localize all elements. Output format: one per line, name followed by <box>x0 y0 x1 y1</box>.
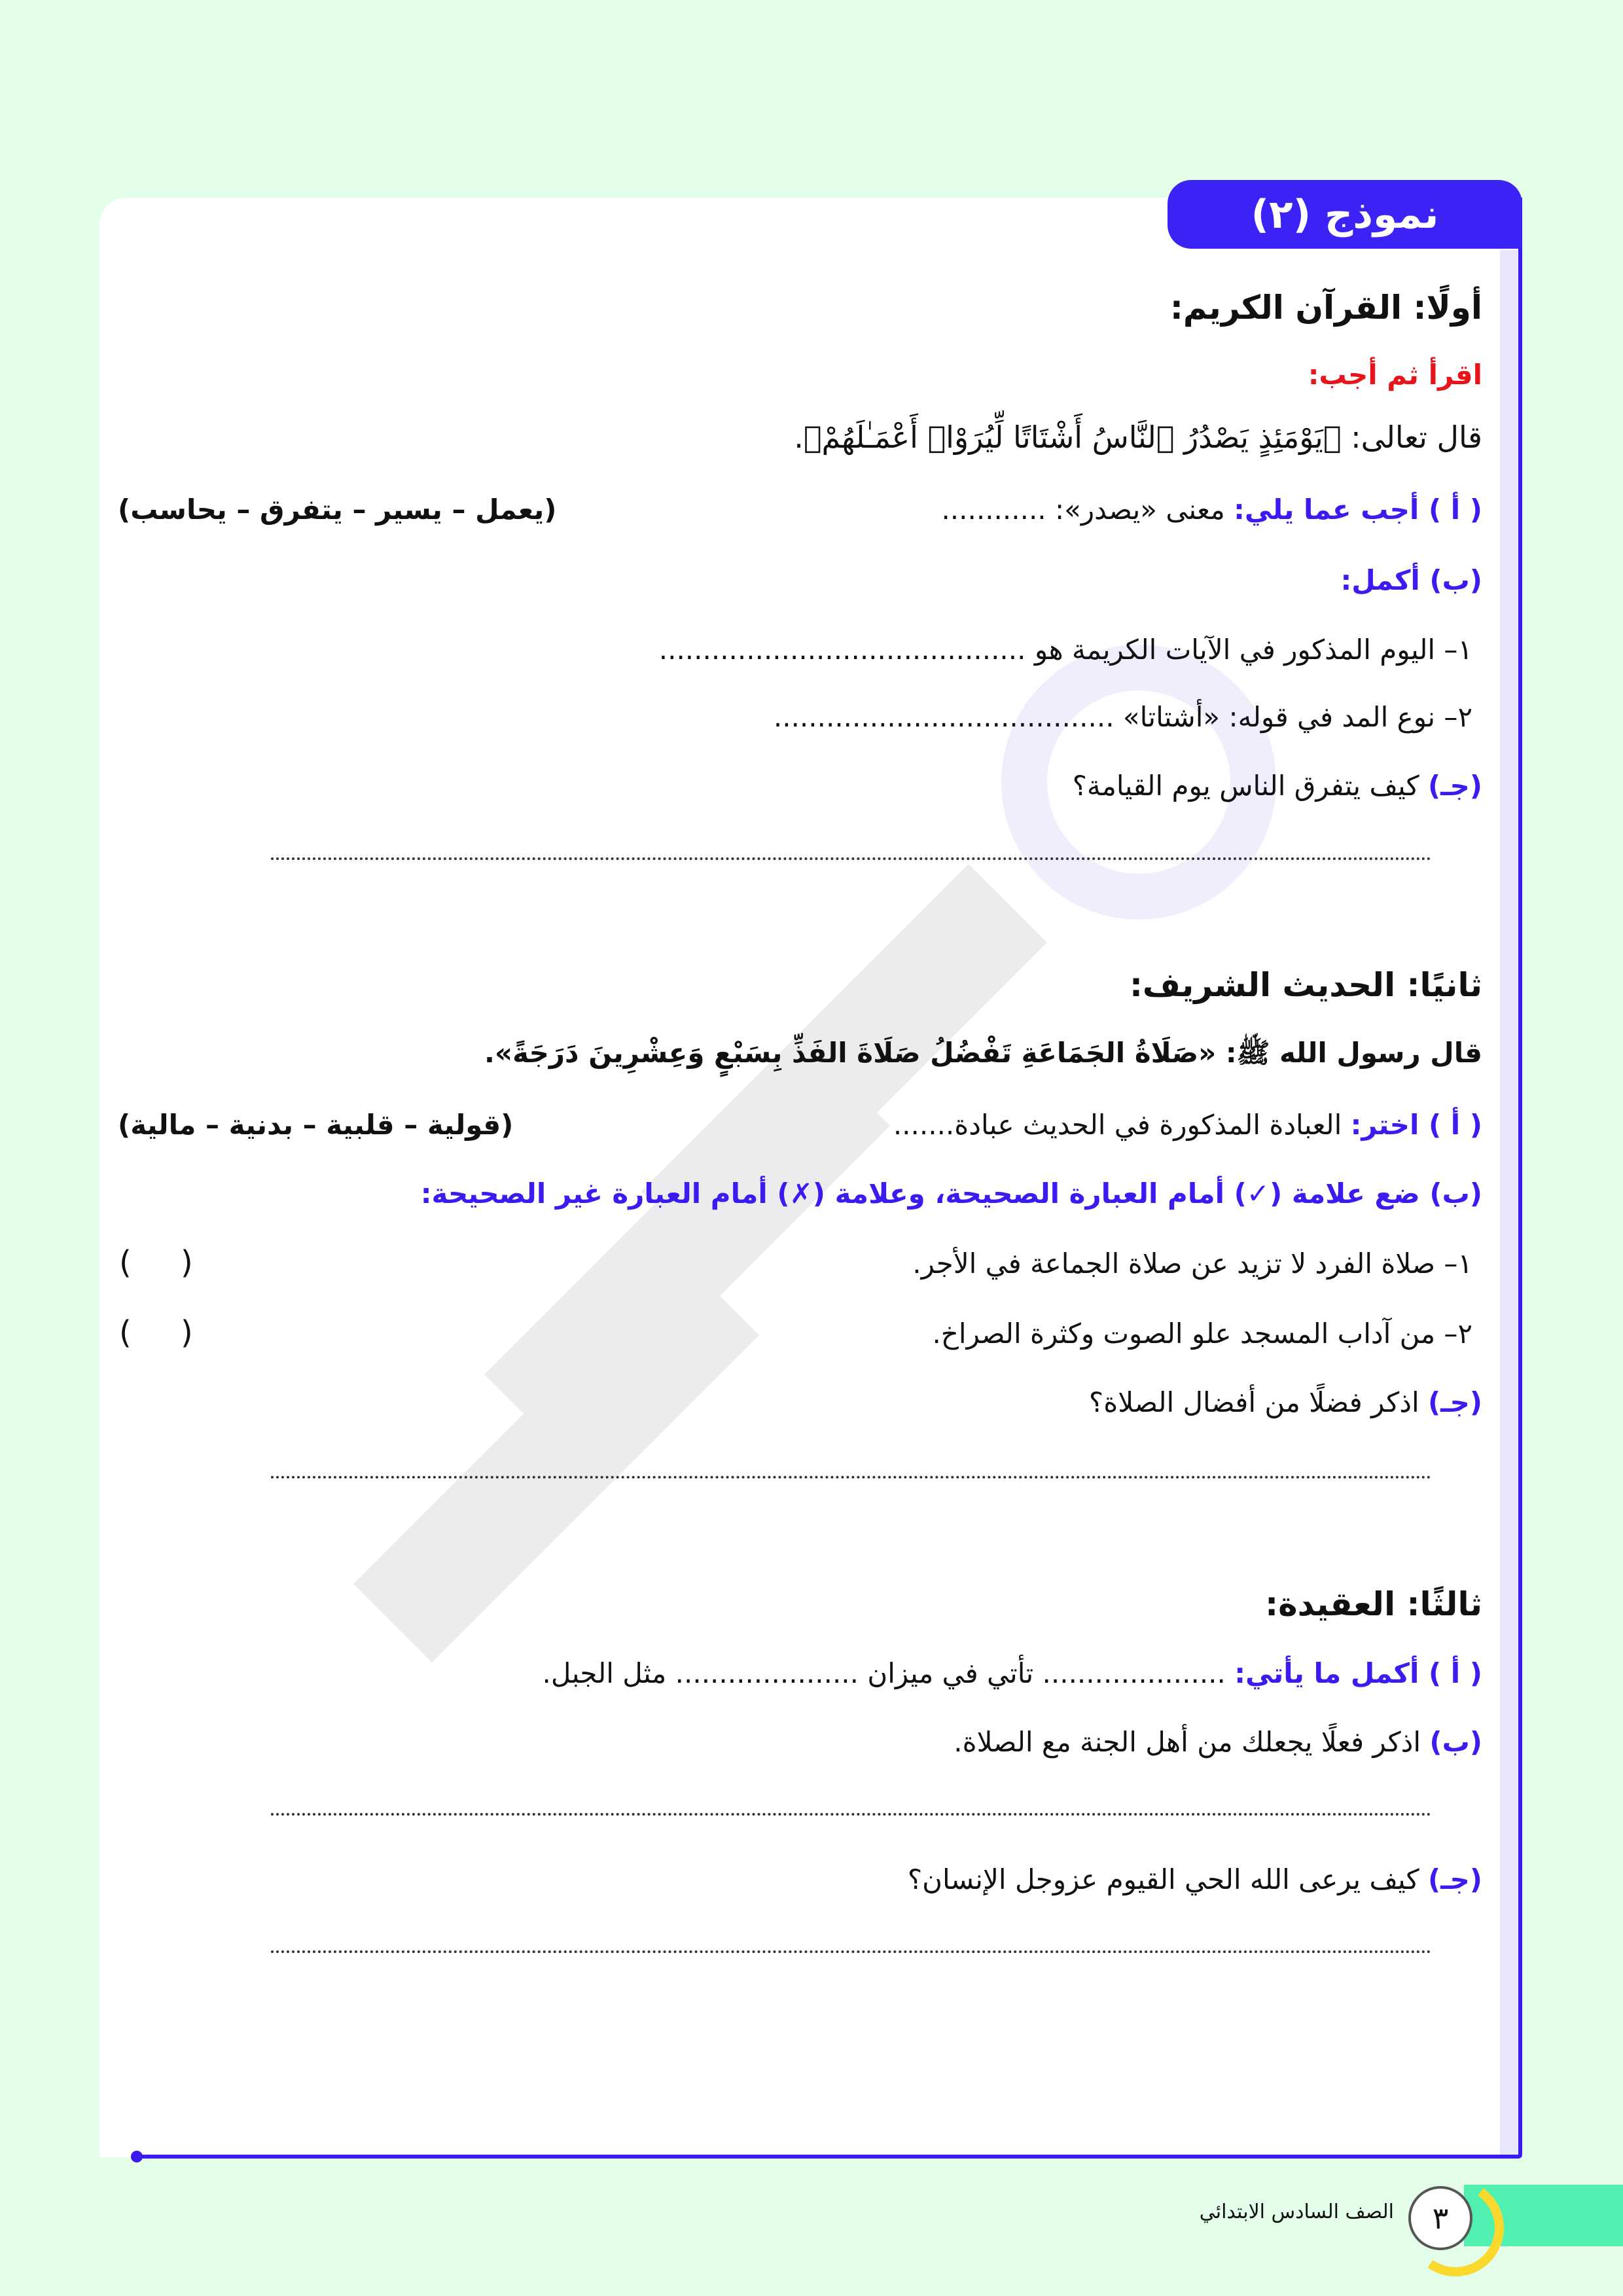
answer-line[interactable] <box>271 1813 1431 1816</box>
question-text: اذكر فضلًا من أفضال الصلاة؟ <box>1088 1386 1419 1418</box>
section-heading-quran: أولًا: القرآن الكريم: <box>1169 289 1482 327</box>
answer-box-1[interactable]: ( ) <box>119 1244 213 1281</box>
question-b-label: (ب) ضع علامة (✓) أمام العبارة الصحيحة، وعلامة (✗) أمام العبارة غير الصحيحة: <box>420 1177 1482 1210</box>
hadith-text: قال رسول الله ﷺ: «صَلَاةُ الجَمَاعَةِ تَفْضُلُ صَلَاةَ الفَذِّ بِسَبْعٍ وَعِشْرِينَ دَرَجَةً». <box>484 1037 1482 1069</box>
question-text: اذكر فعلًا يجعلك من أهل الجنة مع الصلاة. <box>954 1726 1421 1758</box>
answer-line[interactable] <box>271 1950 1431 1953</box>
question-text: كيف يرعى الله الحي القيوم عزوجل الإنسان؟ <box>907 1863 1419 1895</box>
instruction: اقرأ ثم أجب: <box>1308 359 1482 391</box>
question-c <box>1073 772 1482 800</box>
page-number: ٣ <box>1408 2186 1472 2250</box>
question-label: ( أ ) أكمل ما يأتي: <box>1234 1657 1482 1689</box>
question-a <box>893 1111 1482 1139</box>
statement-2: ٢– من آداب المسجد علو الصوت وكثرة الصراخ. <box>932 1318 1472 1350</box>
question-label: (جـ) <box>1427 1386 1482 1418</box>
verse: قال تعالى: ﴿يَوْمَئِذٍ يَصْدُرُ ٱلنَّاسُ أَشْتَاتًا لِّيُرَوْا۟ أَعْمَـٰلَهُمْ﴾. <box>794 420 1482 455</box>
grade-label: الصف السادس الابتدائي <box>1199 2200 1394 2223</box>
page-title: نموذج (٢) <box>1168 180 1522 249</box>
statement-1: ١– صلاة الفرد لا تزيد عن صلاة الجماعة في الأجر. <box>912 1247 1472 1280</box>
fill-item-1[interactable]: ١– اليوم المذكور في الآيات الكريمة هو .......................................... <box>658 634 1472 666</box>
question-b <box>954 1726 1482 1758</box>
question-c <box>907 1863 1482 1895</box>
question-a <box>941 493 1482 526</box>
answer-line[interactable] <box>271 857 1431 860</box>
question-text: معنى «يصدر»: ............ <box>941 493 1225 526</box>
card-border <box>1518 198 1522 2157</box>
question-label: ( أ ) اختر: <box>1350 1109 1482 1141</box>
question-label: (جـ) <box>1427 770 1482 802</box>
divider-dot <box>131 2151 143 2162</box>
question-a <box>542 1657 1482 1689</box>
fill-item-2[interactable]: ٢– نوع المد في قوله: «أشتاتا» ....................................... <box>773 701 1472 733</box>
question-text: كيف يتفرق الناس يوم القيامة؟ <box>1072 770 1419 802</box>
question-text: العبادة المذكورة في الحديث عبادة....... <box>893 1109 1342 1141</box>
question-label: (جـ) <box>1427 1863 1482 1895</box>
answer-line[interactable] <box>271 1476 1431 1479</box>
answer-box-2[interactable]: ( ) <box>119 1314 213 1351</box>
question-c <box>1088 1386 1482 1418</box>
bottom-divider <box>134 2155 1522 2159</box>
question-b-label: (ب) أكمل: <box>1340 564 1482 596</box>
question-text[interactable]: ..................... تأتي في ميزان ..................... مثل الجبل. <box>542 1657 1226 1689</box>
section-heading-aqeeda: ثالثًا: العقيدة: <box>1265 1585 1482 1623</box>
choices: (قولية – قلبية – بدنية – مالية) <box>118 1109 514 1141</box>
question-label: (ب) <box>1429 1726 1482 1758</box>
choices: (يعمل – يسير – يتفرق – يحاسب) <box>118 493 557 526</box>
section-heading-hadith: ثانيًا: الحديث الشريف: <box>1129 966 1482 1004</box>
question-label: ( أ ) أجب عما يلي: <box>1234 493 1482 526</box>
